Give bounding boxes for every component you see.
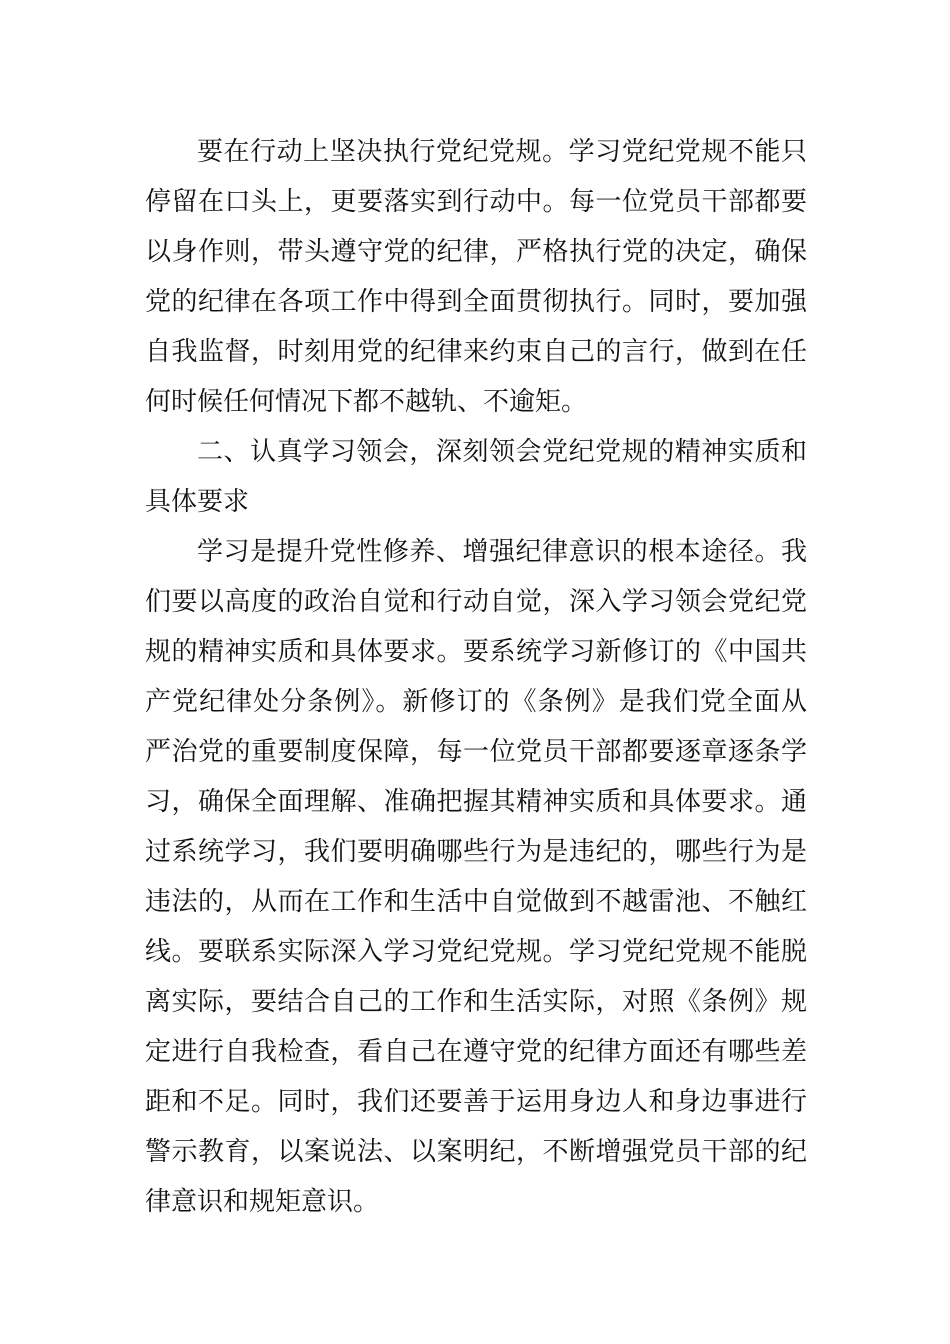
paragraph-discipline-action: 要在行动上坚决执行党纪党规。学习党纪党规不能只停留在口头上，更要落实到行动中。每一位党员干部都要以身作则，带头遵守党的纪律，严格执行党的决定，确保党的纪律在各项工作中得到全面贯彻执行。同时，要加强自我监督，时刻用党的纪律来约束自己的言行，做到在任何时候任何情况下都不越轨、不逾矩。	[145, 137, 807, 417]
document-body	[145, 127, 807, 1227]
section-heading-2: 二、认真学习领会，深刻领会党纪党规的精神实质和具体要求	[145, 437, 807, 517]
paragraph-study-requirements: 学习是提升党性修养、增强纪律意识的根本途径。我们要以高度的政治自觉和行动自觉，深入学习领会党纪党规的精神实质和具体要求。要系统学习新修订的《中国共产党纪律处分条例》。新修订的《条例》是我们党全面从严治党的重要制度保障，每一位党员干部都要逐章逐条学习，确保全面理解、准确把握其精神实质和具体要求。通过系统学习，我们要明确哪些行为是违纪的，哪些行为是违法的，从而在工作和生活中自觉做到不越雷池、不触红线。要联系实际深入学习党纪党规。学习党纪党规不能脱离实际，要结合自己的工作和生活实际，对照《条例》规定进行自我检查，看自己在遵守党的纪律方面还有哪些差距和不足。同时，我们还要善于运用身边人和身边事进行警示教育，以案说法、以案明纪，不断增强党员干部的纪律意识和规矩意识。	[145, 537, 807, 1217]
